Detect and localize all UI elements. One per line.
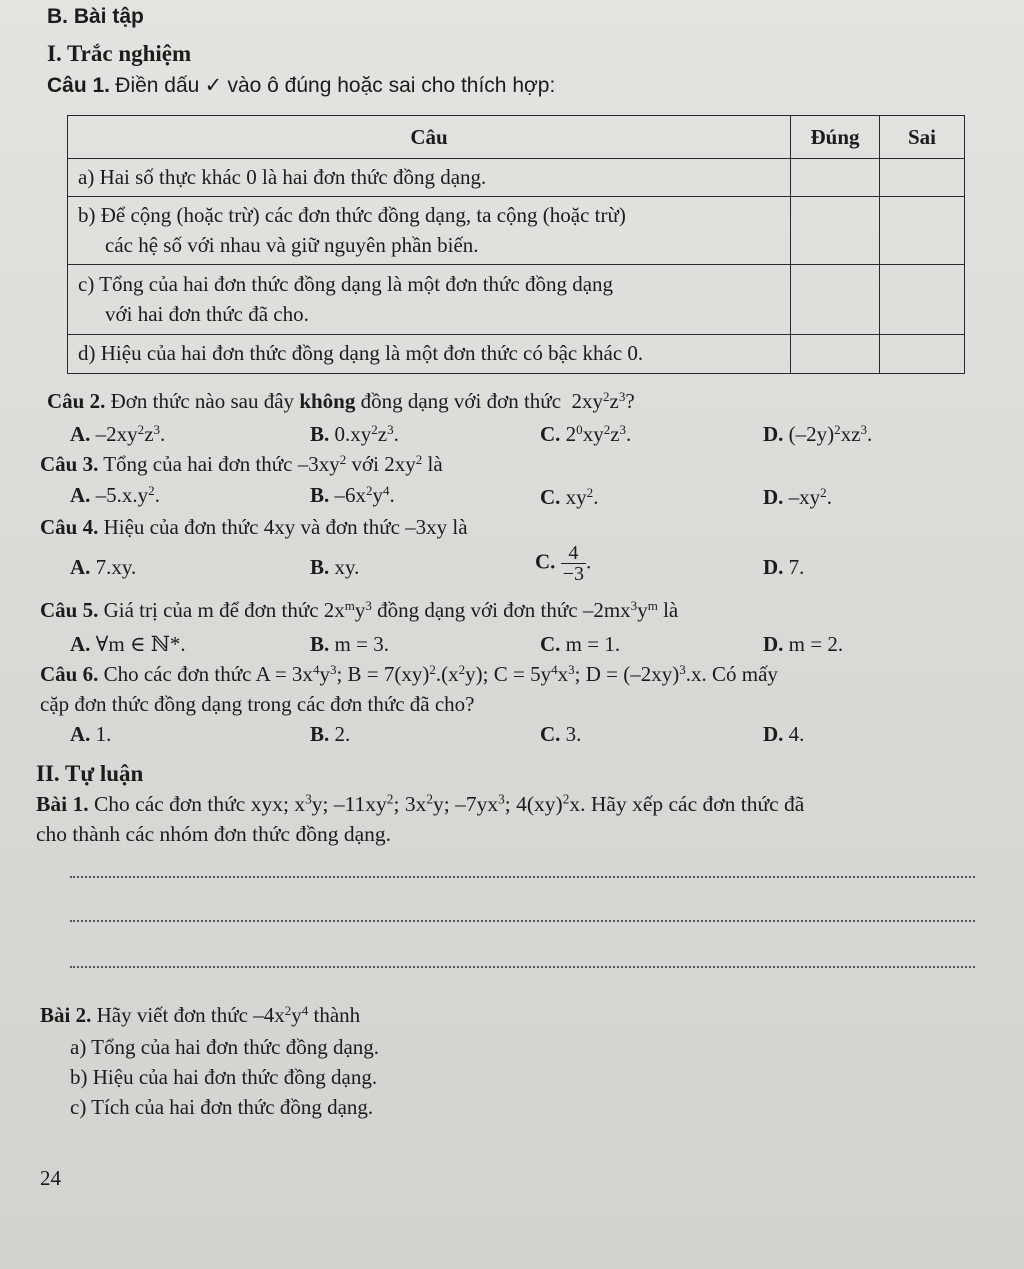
q3-prompt: Câu 3. Tổng của hai đơn thức $-3xy^2$ với $2xy^2$ là: [40, 451, 443, 476]
header-statement: Câu: [68, 116, 791, 159]
q5-option-b[interactable]: B. m = 3.: [310, 632, 389, 656]
q4-option-c[interactable]: C. $\frac{4}{-3}$ .: [535, 542, 592, 585]
q6-option-d[interactable]: D. 4.: [763, 722, 805, 746]
answer-line-1[interactable]: [70, 876, 975, 878]
q4-option-d[interactable]: D. 7.: [763, 555, 805, 579]
q5-option-d[interactable]: D. m = 2.: [763, 632, 844, 656]
part2-title: II. Tự luận: [36, 761, 144, 786]
q4-option-b[interactable]: B. xy.: [310, 555, 360, 579]
bai2-item-c: c) Tích của hai đơn thức đồng dạng.: [70, 1095, 374, 1119]
header-false: Sai: [880, 116, 965, 159]
q4-option-a[interactable]: A. 7.xy.: [70, 555, 137, 579]
checkbox-false-b[interactable]: [880, 197, 965, 265]
q5-option-a[interactable]: A. ∀m ∈ ℕ*.: [70, 632, 186, 656]
q6-prompt-line2: cặp đơn thức đồng dạng trong các đơn thức đã cho?: [40, 692, 475, 716]
q2-option-d[interactable]: D. $(-2y)^2xz^3$.: [763, 421, 873, 446]
bai2-prompt: Bài 2. Hãy viết đơn thức $-4x^2y^4$ thành: [40, 1002, 361, 1027]
q4-prompt: Câu 4. Hiệu của đơn thức 4xy và đơn thức –3xy là: [40, 515, 468, 539]
q6-option-a[interactable]: A. 1.: [70, 722, 112, 746]
q3-option-c[interactable]: C. $xy^2$.: [540, 484, 599, 509]
q3-option-d[interactable]: D. $-xy^2$.: [763, 484, 832, 509]
bai2-item-a: a) Tổng của hai đơn thức đồng dạng.: [70, 1035, 380, 1059]
page-number: 24: [40, 1166, 61, 1190]
q5-prompt: Câu 5. Giá trị của m để đơn thức $2x^my^3$ đồng dạng với đơn thức $-2mx^3y^m$ là: [40, 597, 679, 622]
statement-b: b) Để cộng (hoặc trừ) các đơn thức đồng dạng, ta cộng (hoặc trừ) các hệ số với nhau và giữ nguyên phần biến.: [68, 197, 791, 265]
q2-prompt: Câu 2. Đơn thức nào sau đây không đồng dạng với đơn thức $2xy^2z^3$?: [47, 388, 635, 413]
bai2-item-b: b) Hiệu của hai đơn thức đồng dạng.: [70, 1065, 378, 1089]
checkbox-true-b[interactable]: [791, 197, 880, 265]
checkbox-true-d[interactable]: [791, 335, 880, 373]
checkbox-false-a[interactable]: [880, 159, 965, 197]
check-icon: ✓: [204, 73, 223, 97]
q2-option-c[interactable]: C. $2^0xy^2z^3$.: [540, 421, 632, 446]
q2-option-a[interactable]: A. $-2xy^2z^3$.: [70, 421, 166, 446]
statement-a: a) Hai số thực khác 0 là hai đơn thức đồng dạng.: [68, 159, 791, 197]
q3-option-b[interactable]: B. $-6x^2y^4$.: [310, 482, 395, 507]
q5-option-c[interactable]: C. m = 1.: [540, 632, 621, 656]
checkbox-true-a[interactable]: [791, 159, 880, 197]
checkbox-false-c[interactable]: [880, 265, 965, 335]
section-heading: B. Bài tập: [47, 5, 144, 28]
q3-option-a[interactable]: A. $-5.x.y^2$.: [70, 482, 160, 507]
q2-option-b[interactable]: B. $0.xy^2z^3$.: [310, 421, 399, 446]
q1-prompt: Câu 1. Điền dấu ✓ vào ô đúng hoặc sai cho thích hợp:: [47, 73, 556, 97]
part1-title: I. Trắc nghiệm: [47, 41, 192, 66]
header-true: Đúng: [791, 116, 880, 159]
bai1-prompt: Bài 1. Cho các đơn thức xyx; $x^3y$; $-11xy^2$; $3x^2y$; $-7yx^3$; 4(xy)$^2$x. Hãy xếp các đơn thức đã: [36, 791, 805, 816]
checkbox-false-d[interactable]: [880, 335, 965, 373]
checkbox-true-c[interactable]: [791, 265, 880, 335]
answer-line-2[interactable]: [70, 920, 975, 922]
answer-line-3[interactable]: [70, 966, 975, 968]
q6-option-b[interactable]: B. 2.: [310, 722, 351, 746]
statement-c: c) Tổng của hai đơn thức đồng dạng là một đơn thức đồng dạng với hai đơn thức đã cho.: [68, 265, 791, 335]
q6-option-c[interactable]: C. 3.: [540, 722, 582, 746]
q6-prompt: Câu 6. Cho các đơn thức $A = 3x^4y^3$; $B = 7(xy)^2.(x^2y)$; $C = 5y^4x^3$; $D = (-2xy)^3.x$. Có mấy: [40, 661, 778, 686]
statement-d: d) Hiệu của hai đơn thức đồng dạng là một đơn thức có bậc khác 0.: [68, 335, 791, 373]
bai1-prompt-line2: cho thành các nhóm đơn thức đồng dạng.: [36, 822, 391, 846]
true-false-table: [67, 115, 965, 374]
